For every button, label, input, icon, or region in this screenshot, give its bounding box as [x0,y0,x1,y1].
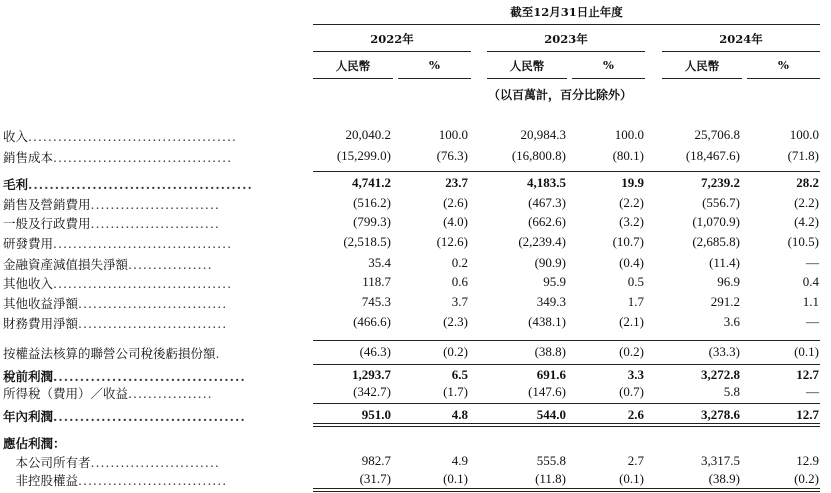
row-label-text: 銷售成本 [3,150,54,165]
dot-leader: .......................... [90,197,220,212]
table-row [0,344,831,363]
row-label [3,214,220,232]
row-label-text: 稅前利潤 [3,369,54,384]
rule-before-pbt-2 [313,364,820,365]
cell-rmb-2024: (556.7) [702,195,740,210]
cell-rmb-2023: 4,183.5 [527,175,566,190]
cell-pct-2022: (1.7) [443,384,468,399]
dot-leader: .................................... [53,150,233,165]
col-percent-2024: % [778,58,789,72]
row-label [3,127,237,145]
cell-rmb-2022: 1,293.7 [352,367,391,382]
cell-pct-2024: 12.7 [796,407,819,422]
cell-rmb-2022: 951.0 [361,407,391,422]
cell-pct-2023: (0.1) [619,471,644,486]
table-row [0,195,831,214]
row-label [3,471,227,489]
subcol-rule-4 [572,78,645,79]
cell-rmb-2024: 96.9 [717,274,740,289]
row-label-text: 其他收益淨額 [3,296,79,311]
cell-pct-2023: 100.0 [614,127,644,142]
cell-rmb-2023: 20,984.3 [520,127,566,142]
cell-pct-2023: (10.7) [612,234,644,249]
row-label [3,407,246,425]
double-rule-end [313,488,820,492]
table-row [0,453,831,472]
dot-leader: ................. [128,257,213,272]
cell-pct-2022: 4.9 [451,453,468,468]
dot-leader: .......................... [90,455,220,470]
cell-pct-2022: (2.3) [443,314,468,329]
col-percent-2023: % [603,58,614,72]
cell-rmb-2022: (15,299.0) [336,148,391,163]
unit-note: （以百萬計，百分比除外） [487,88,632,102]
cell-rmb-2023: (438.1) [528,314,566,329]
cell-pct-2022: 0.2 [451,255,468,270]
row-label [3,274,232,292]
row-label-text: 其他收入 [3,276,54,291]
subcol-rule-1 [313,78,393,79]
period-title: 截至12月31日止年度 [510,5,623,19]
double-rule-net-profit [313,423,820,427]
dot-leader: .............................. [78,296,228,311]
table-row [0,175,831,194]
cell-pct-2023: 1.7 [627,294,644,309]
year-2022: 2022年 [370,32,414,46]
cell-pct-2023: (0.4) [619,255,644,270]
cell-rmb-2022: 20,040.2 [345,127,391,142]
cell-rmb-2022: 745.3 [361,294,391,309]
cell-rmb-2024: 3,272.8 [701,367,740,382]
cell-pct-2023: (2.2) [619,195,644,210]
cell-rmb-2023: 544.0 [536,407,566,422]
row-label [3,434,66,452]
cell-pct-2024: — [806,384,819,399]
header-rule [313,24,820,25]
cell-pct-2024: 0.4 [802,274,819,289]
cell-pct-2023: (2.1) [619,314,644,329]
cell-pct-2024: 12.9 [796,453,819,468]
dot-leader: .............................. [78,473,228,488]
row-label-text: 所得稅（費用）／收益 [3,386,129,401]
cell-pct-2022: (0.1) [443,471,468,486]
cell-pct-2022: (12.6) [436,234,468,249]
cell-pct-2022: 0.6 [451,274,468,289]
cell-rmb-2024: (11.4) [709,255,740,270]
year-2024: 2024年 [719,32,763,46]
cell-rmb-2024: (1,070.9) [692,214,740,229]
cell-pct-2022: 4.8 [451,407,468,422]
dot-leader: . [215,346,221,361]
cell-pct-2024: (2.2) [794,195,819,210]
cell-rmb-2024: 3.6 [723,314,740,329]
year-rule-2023 [487,51,645,52]
rule-before-pbt [313,340,820,341]
row-label [3,195,220,213]
cell-rmb-2024: 25,706.8 [694,127,740,142]
cell-pct-2024: — [806,255,819,270]
table-row [0,384,831,403]
table-row [0,127,831,146]
cell-pct-2024: 1.1 [802,294,819,309]
row-label [3,453,220,471]
cell-pct-2022: 100.0 [438,127,468,142]
cell-pct-2022: 3.7 [451,294,468,309]
cell-rmb-2022: 35.4 [368,255,391,270]
row-label-text: 年內利潤 [3,409,54,424]
cell-pct-2022: (2.6) [443,195,468,210]
row-label-text: 研發費用 [3,236,54,251]
row-label [3,175,253,193]
dot-leader: .......................... [90,216,220,231]
cell-rmb-2022: 118.7 [362,274,391,289]
cell-pct-2022: (4.0) [443,214,468,229]
cell-rmb-2022: (31.7) [359,471,391,486]
table-row [0,434,831,453]
row-label-text: 收入 [3,129,29,144]
subcol-rule-5 [662,78,742,79]
col-currency-2023: 人民幣 [509,59,545,73]
dot-leader: ................. [128,386,213,401]
cell-rmb-2024: 7,239.2 [701,175,740,190]
subcol-rule-3 [487,78,567,79]
dot-leader: .................................... [53,236,233,251]
cell-rmb-2022: 4,741.2 [352,175,391,190]
cell-rmb-2022: (799.3) [353,214,391,229]
col-currency-2022: 人民幣 [335,59,371,73]
cell-rmb-2022: 982.7 [361,453,391,468]
cell-pct-2023: 2.7 [627,453,644,468]
cell-rmb-2023: 349.3 [536,294,566,309]
table-row [0,314,831,333]
table-row [0,294,831,313]
col-percent-2022: % [429,58,440,72]
year-2023: 2023年 [544,32,588,46]
cell-pct-2023: (0.2) [619,344,644,359]
row-label [3,294,227,312]
rule-before-net-profit [313,403,820,404]
cell-rmb-2024: 291.2 [710,294,740,309]
table-row [0,255,831,274]
cell-rmb-2023: (16,800.8) [511,148,566,163]
row-label [3,384,213,402]
cell-pct-2024: (0.2) [794,471,819,486]
cell-rmb-2023: (2,239.4) [518,234,566,249]
dot-leader: .................................... [53,369,246,384]
dot-leader: .................................... [53,409,246,424]
cell-rmb-2022: (2,518.5) [343,234,391,249]
cell-rmb-2022: (466.6) [353,314,391,329]
cell-pct-2022: (76.3) [436,148,468,163]
cell-pct-2022: 6.5 [451,367,468,382]
cell-pct-2022: 23.7 [445,175,468,190]
cell-rmb-2023: (147.6) [528,384,566,399]
subcol-rule-2 [398,78,471,79]
row-label [3,314,227,332]
cell-rmb-2022: (46.3) [359,344,391,359]
cell-rmb-2024: 5.8 [723,384,740,399]
dot-leader: .............................. [78,316,228,331]
cell-pct-2023: (0.7) [619,384,644,399]
cell-rmb-2023: (38.8) [534,344,566,359]
table-row [0,214,831,233]
cell-rmb-2024: (38.9) [708,471,740,486]
row-label-text: 金融資產減值損失淨額 [3,257,129,272]
cell-pct-2023: 19.9 [621,175,644,190]
cell-rmb-2024: 3,317.5 [701,453,740,468]
cell-pct-2024: 100.0 [789,127,819,142]
cell-rmb-2023: (662.6) [528,214,566,229]
cell-pct-2022: (0.2) [443,344,468,359]
cell-pct-2024: 28.2 [796,175,819,190]
table-row [0,274,831,293]
cell-pct-2024: (4.2) [794,214,819,229]
row-label-text: 財務費用淨額 [3,316,79,331]
row-label-text: 按權益法核算的聯營公司稅後虧損份額 [3,346,216,361]
row-label [3,234,232,252]
cell-pct-2023: (3.2) [619,214,644,229]
cell-rmb-2024: 3,278.6 [701,407,740,422]
row-label [3,344,221,362]
cell-rmb-2022: (342.7) [353,384,391,399]
cell-rmb-2024: (33.3) [708,344,740,359]
cell-rmb-2023: 691.6 [536,367,566,382]
cell-rmb-2023: 95.9 [543,274,566,289]
row-label [3,255,213,273]
cell-pct-2023: 0.5 [627,274,644,289]
row-label [3,367,246,385]
cell-rmb-2023: (11.8) [535,471,566,486]
table-row [0,234,831,253]
dot-leader: .......................................... [28,177,253,192]
cell-pct-2024: (71.8) [787,148,819,163]
subcol-rule-6 [747,78,820,79]
table-row [0,148,831,167]
row-label-text: 毛利 [3,177,29,192]
row-label-text: 本公司所有者 [3,455,91,470]
row-label-text: 非控股權益 [3,473,79,488]
cell-pct-2024: 12.7 [796,367,819,382]
cell-pct-2023: 2.6 [627,407,644,422]
year-rule-2024 [662,51,820,52]
cell-rmb-2023: (90.9) [534,255,566,270]
cell-rmb-2024: (18,467.6) [685,148,740,163]
dot-leader: .......................................... [28,129,237,144]
cell-pct-2024: — [806,314,819,329]
cell-rmb-2023: 555.8 [536,453,566,468]
cell-rmb-2024: (2,685.8) [692,234,740,249]
cell-pct-2023: 3.3 [627,367,644,382]
rule-before-gross-profit [313,171,820,172]
cell-rmb-2023: (467.3) [528,195,566,210]
cell-pct-2024: (0.1) [794,344,819,359]
row-label-text: 一般及行政費用 [3,216,91,231]
dot-leader: .................................... [53,276,233,291]
col-currency-2024: 人民幣 [684,59,720,73]
row-label-text: 應佔利潤： [3,436,66,451]
cell-pct-2024: (10.5) [787,234,819,249]
row-label [3,148,232,166]
row-label-text: 銷售及營銷費用 [3,197,91,212]
cell-rmb-2022: (516.2) [353,195,391,210]
year-rule-2022 [313,51,471,52]
cell-pct-2023: (80.1) [612,148,644,163]
